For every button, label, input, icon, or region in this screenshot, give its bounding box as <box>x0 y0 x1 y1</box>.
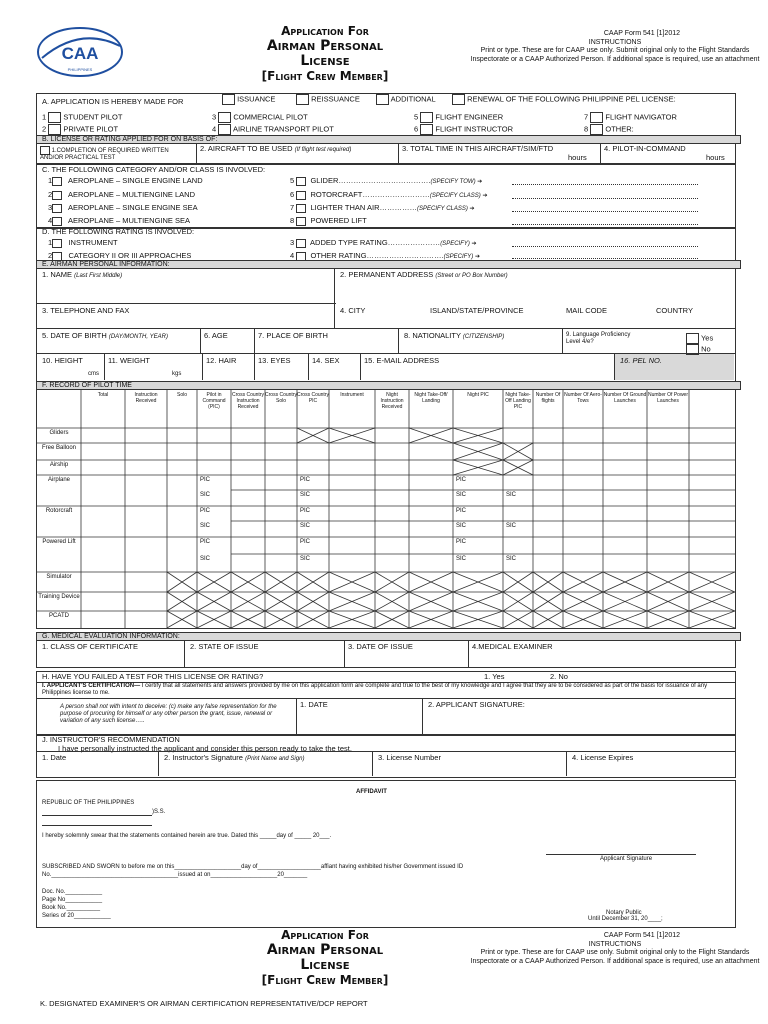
grid-header-15: Number Of Power Launches <box>647 392 688 404</box>
grid-sic-label: SIC <box>200 492 211 498</box>
weight-unit: kgs <box>172 371 182 377</box>
grid-header-12: Number Of flights <box>535 392 561 404</box>
grid-sic-label: SIC <box>456 523 467 529</box>
grid-header-13: Number Of Aero-Tows <box>564 392 602 404</box>
rating-instrument[interactable]: 1 INSTRUMENT <box>48 238 118 247</box>
id-no-line: No.______________________________________issued at on____________________20_______ <box>42 872 308 878</box>
island-field[interactable]: ISLAND/STATE/PROVINCE <box>430 306 524 315</box>
svg-text:CAA: CAA <box>61 44 99 63</box>
lang-yes-option[interactable]: Yes <box>686 333 713 344</box>
swear-statement: I hereby solemnly swear that the statements contained herein are true. Dated this _____day of _____ 20___. <box>42 833 332 839</box>
class-of-certificate-field[interactable]: 1. CLASS OF CERTIFICATE <box>42 642 138 651</box>
section-d-title: D. THE FOLLOWING RATING IS INVOLVED: <box>42 227 195 236</box>
republic-label: REPUBLIC OF THE PHILIPPINES <box>42 800 135 806</box>
affidavit-title: AFFIDAVIT <box>356 789 387 795</box>
completion-test-option[interactable]: 1.COMPLETION OF REQUIRED WRITTEN AND/OR PRACTICAL TEST <box>40 146 190 162</box>
failed-yes-option[interactable]: 1. Yes <box>484 672 505 681</box>
applicant-certification: I. APPLICANT'S CERTIFICATION— I certify that all statements and answers provided by me on this application form are complete and true to the best of my knowledge and I agree that they are to be considered as part of the basis for issuance of any Philippines license to me. <box>42 683 708 696</box>
state-of-issue-field[interactable]: 2. STATE OF ISSUE <box>190 642 259 651</box>
instructor-license-number[interactable]: 3. License Number <box>378 753 441 762</box>
grid-header-3: Pilot in Command (PIC) <box>202 392 226 410</box>
category-6-rotorcraft[interactable]: 6 ROTORCRAFT………………………(SPECIFY CLASS) ➔ <box>290 190 488 199</box>
date-of-issue-field[interactable]: 3. DATE OF ISSUE <box>348 642 413 651</box>
weight-field[interactable]: 11. WEIGHT <box>108 356 150 365</box>
subscribed-statement: SUBSCRIBED AND SWORN to before me on this____________________day of___________________affiant having exhibited his/her Government issued ID <box>42 864 464 870</box>
eyes-field[interactable]: 13. EYES <box>258 356 291 365</box>
grid-row-label-2: Airship <box>49 462 69 468</box>
name-field[interactable]: 1. NAME (Last First Middle) <box>42 270 123 279</box>
footer-instructions: CAAP Form 541 [1]2012 INSTRUCTIONS Print or type. These are for CAAP use only. Submit original only to the Flight Standards Inspectorate or a CAAP Authorized Person. If additional space is required, use an attachment <box>470 932 760 965</box>
rating-added-type[interactable]: 3 ADDED TYPE RATING…………………(SPECIFY) ➔ <box>290 238 477 247</box>
additional-option[interactable]: ADDITIONAL <box>376 94 436 105</box>
category-3[interactable]: 3 AEROPLANE – SINGLE ENGINE SEA <box>48 203 198 212</box>
permanent-address-field[interactable]: 2. PERMANENT ADDRESS (Street or PO Box Number) <box>340 270 508 279</box>
license-flight-engineer[interactable]: 5 FLIGHT ENGINEER <box>414 112 504 122</box>
language-proficiency: 9. Language Proficiency Level 4/e? <box>566 332 631 345</box>
pel-no-field[interactable]: 16. PEL NO. <box>620 356 662 365</box>
category-4[interactable]: 4 AEROPLANE – MULTIENGINE SEA <box>48 216 190 225</box>
section-j-title: J. INSTRUCTOR'S RECOMMENDATION <box>42 735 180 744</box>
grid-row-label-1: Free Balloon <box>41 445 77 451</box>
grid-header-9: Night Take-Off/ Landing <box>414 392 448 404</box>
renewal-option[interactable]: RENEWAL OF THE FOLLOWING PHILIPPINE PEL LICENSE: <box>452 94 676 105</box>
book-no: Book No.__________ <box>42 905 101 911</box>
license-flight-navigator[interactable]: 7 FLIGHT NAVIGATOR <box>584 112 677 122</box>
lang-no-option[interactable]: No <box>686 344 711 355</box>
grid-sic-label: SIC <box>300 492 311 498</box>
ss-label: )S.S. <box>152 809 166 815</box>
grid-sic-label: SIC <box>200 523 211 529</box>
category-5-glider[interactable]: 5 GLIDER……………………………….(SPECIFY TOW) ➔ <box>290 176 483 185</box>
grid-header-2: Solo <box>176 392 187 398</box>
category-2[interactable]: 2 AEROPLANE – MULTIENGINE LAND <box>48 190 195 199</box>
grid-row-label-4: Rotorcraft <box>45 508 73 514</box>
category-7-lighter-than-air[interactable]: 7 LIGHTER THAN AIR……………(SPECIFY CLASS) ➔ <box>290 203 475 212</box>
grid-row-label-7: Training Device <box>38 594 80 600</box>
grid-row-label-0: Gliders <box>49 430 69 436</box>
grid-pic-label: PIC <box>200 539 211 545</box>
instructor-date-field[interactable]: 1. Date <box>42 753 67 762</box>
grid-sic-label: SIC <box>200 556 211 562</box>
license-airline-transport-pilot[interactable]: 4 AIRLINE TRANSPORT PILOT <box>212 124 334 134</box>
grid-pic-label: PIC <box>300 508 311 514</box>
grid-pic-label: PIC <box>456 508 467 514</box>
grid-sic-label: SIC <box>300 556 311 562</box>
doc-no: Doc. No.___________ <box>42 889 103 895</box>
issuance-option[interactable]: ISSUANCE <box>222 94 275 105</box>
license-commercial-pilot[interactable]: 3 COMMERCIAL PILOT <box>212 112 308 122</box>
grid-sic-label: SIC <box>456 492 467 498</box>
pic-time-field[interactable]: 4. PILOT-IN-COMMAND <box>604 144 686 153</box>
place-of-birth-field[interactable]: 7. PLACE OF BIRTH <box>258 331 328 340</box>
grid-header-6: Cross Country PIC <box>297 392 329 404</box>
applicant-signature-field[interactable]: 2. APPLICANT SIGNATURE: <box>428 700 525 709</box>
category-8-powered-lift[interactable]: 8 POWERED LIFT <box>290 216 367 225</box>
grid-pic-label: PIC <box>300 477 311 483</box>
caa-logo <box>36 26 124 78</box>
grid-pic-label: PIC <box>456 539 467 545</box>
grid-row-label-8: PCATD <box>49 613 69 619</box>
section-e-title: E. AIRMAN PERSONAL INFORMATION: <box>36 260 741 269</box>
reissuance-option[interactable]: REISSUANCE <box>296 94 360 105</box>
license-private-pilot[interactable]: 2 PRIVATE PILOT <box>42 124 119 134</box>
instructor-license-expires[interactable]: 4. License Expires <box>572 753 634 762</box>
grid-pic-label: PIC <box>300 539 311 545</box>
section-h-title: H. HAVE YOU FAILED A TEST FOR THIS LICENSE OR RATING? <box>42 672 264 681</box>
age-field[interactable]: 6. AGE <box>204 331 228 340</box>
grid-sic-label: SIC <box>506 556 517 562</box>
rating-cat-ii-iii[interactable]: 2 CATEGORY II OR III APPROACHES <box>48 251 192 260</box>
section-k-title: K. DESIGNATED EXAMINER'S OR AIRMAN CERTIFICATION REPRESENTATIVE/DCP REPORT <box>40 999 368 1008</box>
grid-header-0: Total <box>97 392 109 398</box>
grid-pic-label: PIC <box>200 508 211 514</box>
dob-field[interactable]: 5. DATE OF BIRTH (DAY/MONTH, YEAR) <box>42 331 168 340</box>
height-field[interactable]: 10. HEIGHT <box>42 356 83 365</box>
footer-form-title: Application For Airman Personal License [Flight Crew Member] <box>261 928 389 987</box>
grid-header-1: Instruction Received <box>134 392 158 404</box>
total-time-field[interactable]: 3. TOTAL TIME IN THIS AIRCRAFT/SIM/FTD <box>402 144 554 153</box>
grid-pic-label: PIC <box>200 477 211 483</box>
section-a-title: A. APPLICATION IS HEREBY MADE FOR <box>42 97 184 106</box>
grid-row-label-3: Airplane <box>47 477 70 483</box>
height-unit: cms <box>88 371 99 377</box>
section-g-title: G. MEDICAL EVALUATION INFORMATION: <box>36 632 741 641</box>
city-field[interactable]: 4. CITY <box>340 306 366 315</box>
instructions: CAAP Form 541 [1]2012 INSTRUCTIONS Print or type. These are for CAAP use only. Submit original only to the Flight Standards Inspectorate or a CAAP Authorized Person. If additional space is required, use an attachment <box>470 30 760 63</box>
applicant-date-field[interactable]: 1. DATE <box>300 700 328 709</box>
rating-other[interactable]: 4 OTHER RATING………………………….(SPECIFY) ➔ <box>290 251 481 260</box>
country-field[interactable]: COUNTRY <box>656 306 693 315</box>
section-f-title: F. RECORD OF PILOT TIME <box>36 381 741 390</box>
instructor-signature-field[interactable]: 2. Instructor's Signature (Print Name and Sign) <box>164 753 305 762</box>
grid-header-10: Night PIC <box>467 392 489 398</box>
notary-public-label: Notary Public <box>606 910 642 916</box>
license-student-pilot[interactable]: 1 STUDENT PILOT <box>42 112 123 122</box>
notary-until: Until December 31, 20____; <box>588 916 663 922</box>
grid-sic-label: SIC <box>506 492 517 498</box>
hair-field[interactable]: 12. HAIR <box>206 356 237 365</box>
section-b-title: B. LICENSE OR RATING APPLIED FOR ON BASIS OF: <box>36 135 741 144</box>
grid-header-4: Cross Country Instruction Received <box>232 392 264 410</box>
section-c-title: C. THE FOLLOWING CATEGORY AND/OR CLASS IS INVOLVED: <box>42 165 266 174</box>
instructor-statement: I have personally instructed the applicant and consider this person ready to take the test. <box>58 744 352 753</box>
telephone-field[interactable]: 3. TELEPHONE AND FAX <box>42 306 130 315</box>
aircraft-to-be-used[interactable]: 2. AIRCRAFT TO BE USED (If flight test required) <box>200 144 352 153</box>
svg-text:PHILIPPINES: PHILIPPINES <box>67 67 93 72</box>
grid-header-14: Number Of Ground Launches <box>603 392 647 404</box>
license-flight-instructor[interactable]: 6 FLIGHT INSTRUCTOR <box>414 124 514 134</box>
email-field[interactable]: 15. E-MAIL ADDRESS <box>364 356 440 365</box>
hours-unit: hours <box>568 153 587 162</box>
grid-header-8: Night Instruction Received <box>380 392 404 410</box>
license-other[interactable]: 8 OTHER: <box>584 124 634 134</box>
failed-no-option[interactable]: 2. No <box>550 672 568 681</box>
grid-row-label-5: Powered Lift <box>42 539 76 545</box>
grid-sic-label: SIC <box>456 556 467 562</box>
medical-examiner-field[interactable]: 4.MEDICAL EXAMINER <box>472 642 553 651</box>
grid-header-5: Cross Country Solo <box>265 392 297 404</box>
grid-row-label-6: Simulator <box>46 574 72 580</box>
series-no: Series of 20___________ <box>42 913 111 919</box>
category-1[interactable]: 1 AEROPLANE – SINGLE ENGINE LAND <box>48 176 203 185</box>
grid-sic-label: SIC <box>506 523 517 529</box>
deceive-warning: A person shall not with intent to deceive: (c) make any false representation for the purpose of procuring for himself or any other person the grant, issue, renewal or variation of any such license….. <box>60 704 277 724</box>
form-title: Application For Airman Personal License [Flight Crew Member] <box>261 24 389 83</box>
mail-code-field[interactable]: MAIL CODE <box>566 306 607 315</box>
nationality-field[interactable]: 8. NATIONALITY (CITIZENSHIP) <box>404 331 505 340</box>
pilot-time-grid-lines <box>37 390 735 628</box>
grid-pic-label: PIC <box>456 477 467 483</box>
applicant-sig-label: Applicant Signature <box>600 856 653 862</box>
pilot-time-grid <box>36 389 736 629</box>
grid-header-11: Night Take-Off Landing PIC <box>505 392 531 410</box>
page-no: Page No___________ <box>42 897 103 903</box>
sex-field[interactable]: 14. SEX <box>312 356 340 365</box>
hours-unit-2: hours <box>706 153 725 162</box>
grid-sic-label: SIC <box>300 523 311 529</box>
grid-header-7: Instrument <box>340 392 364 398</box>
